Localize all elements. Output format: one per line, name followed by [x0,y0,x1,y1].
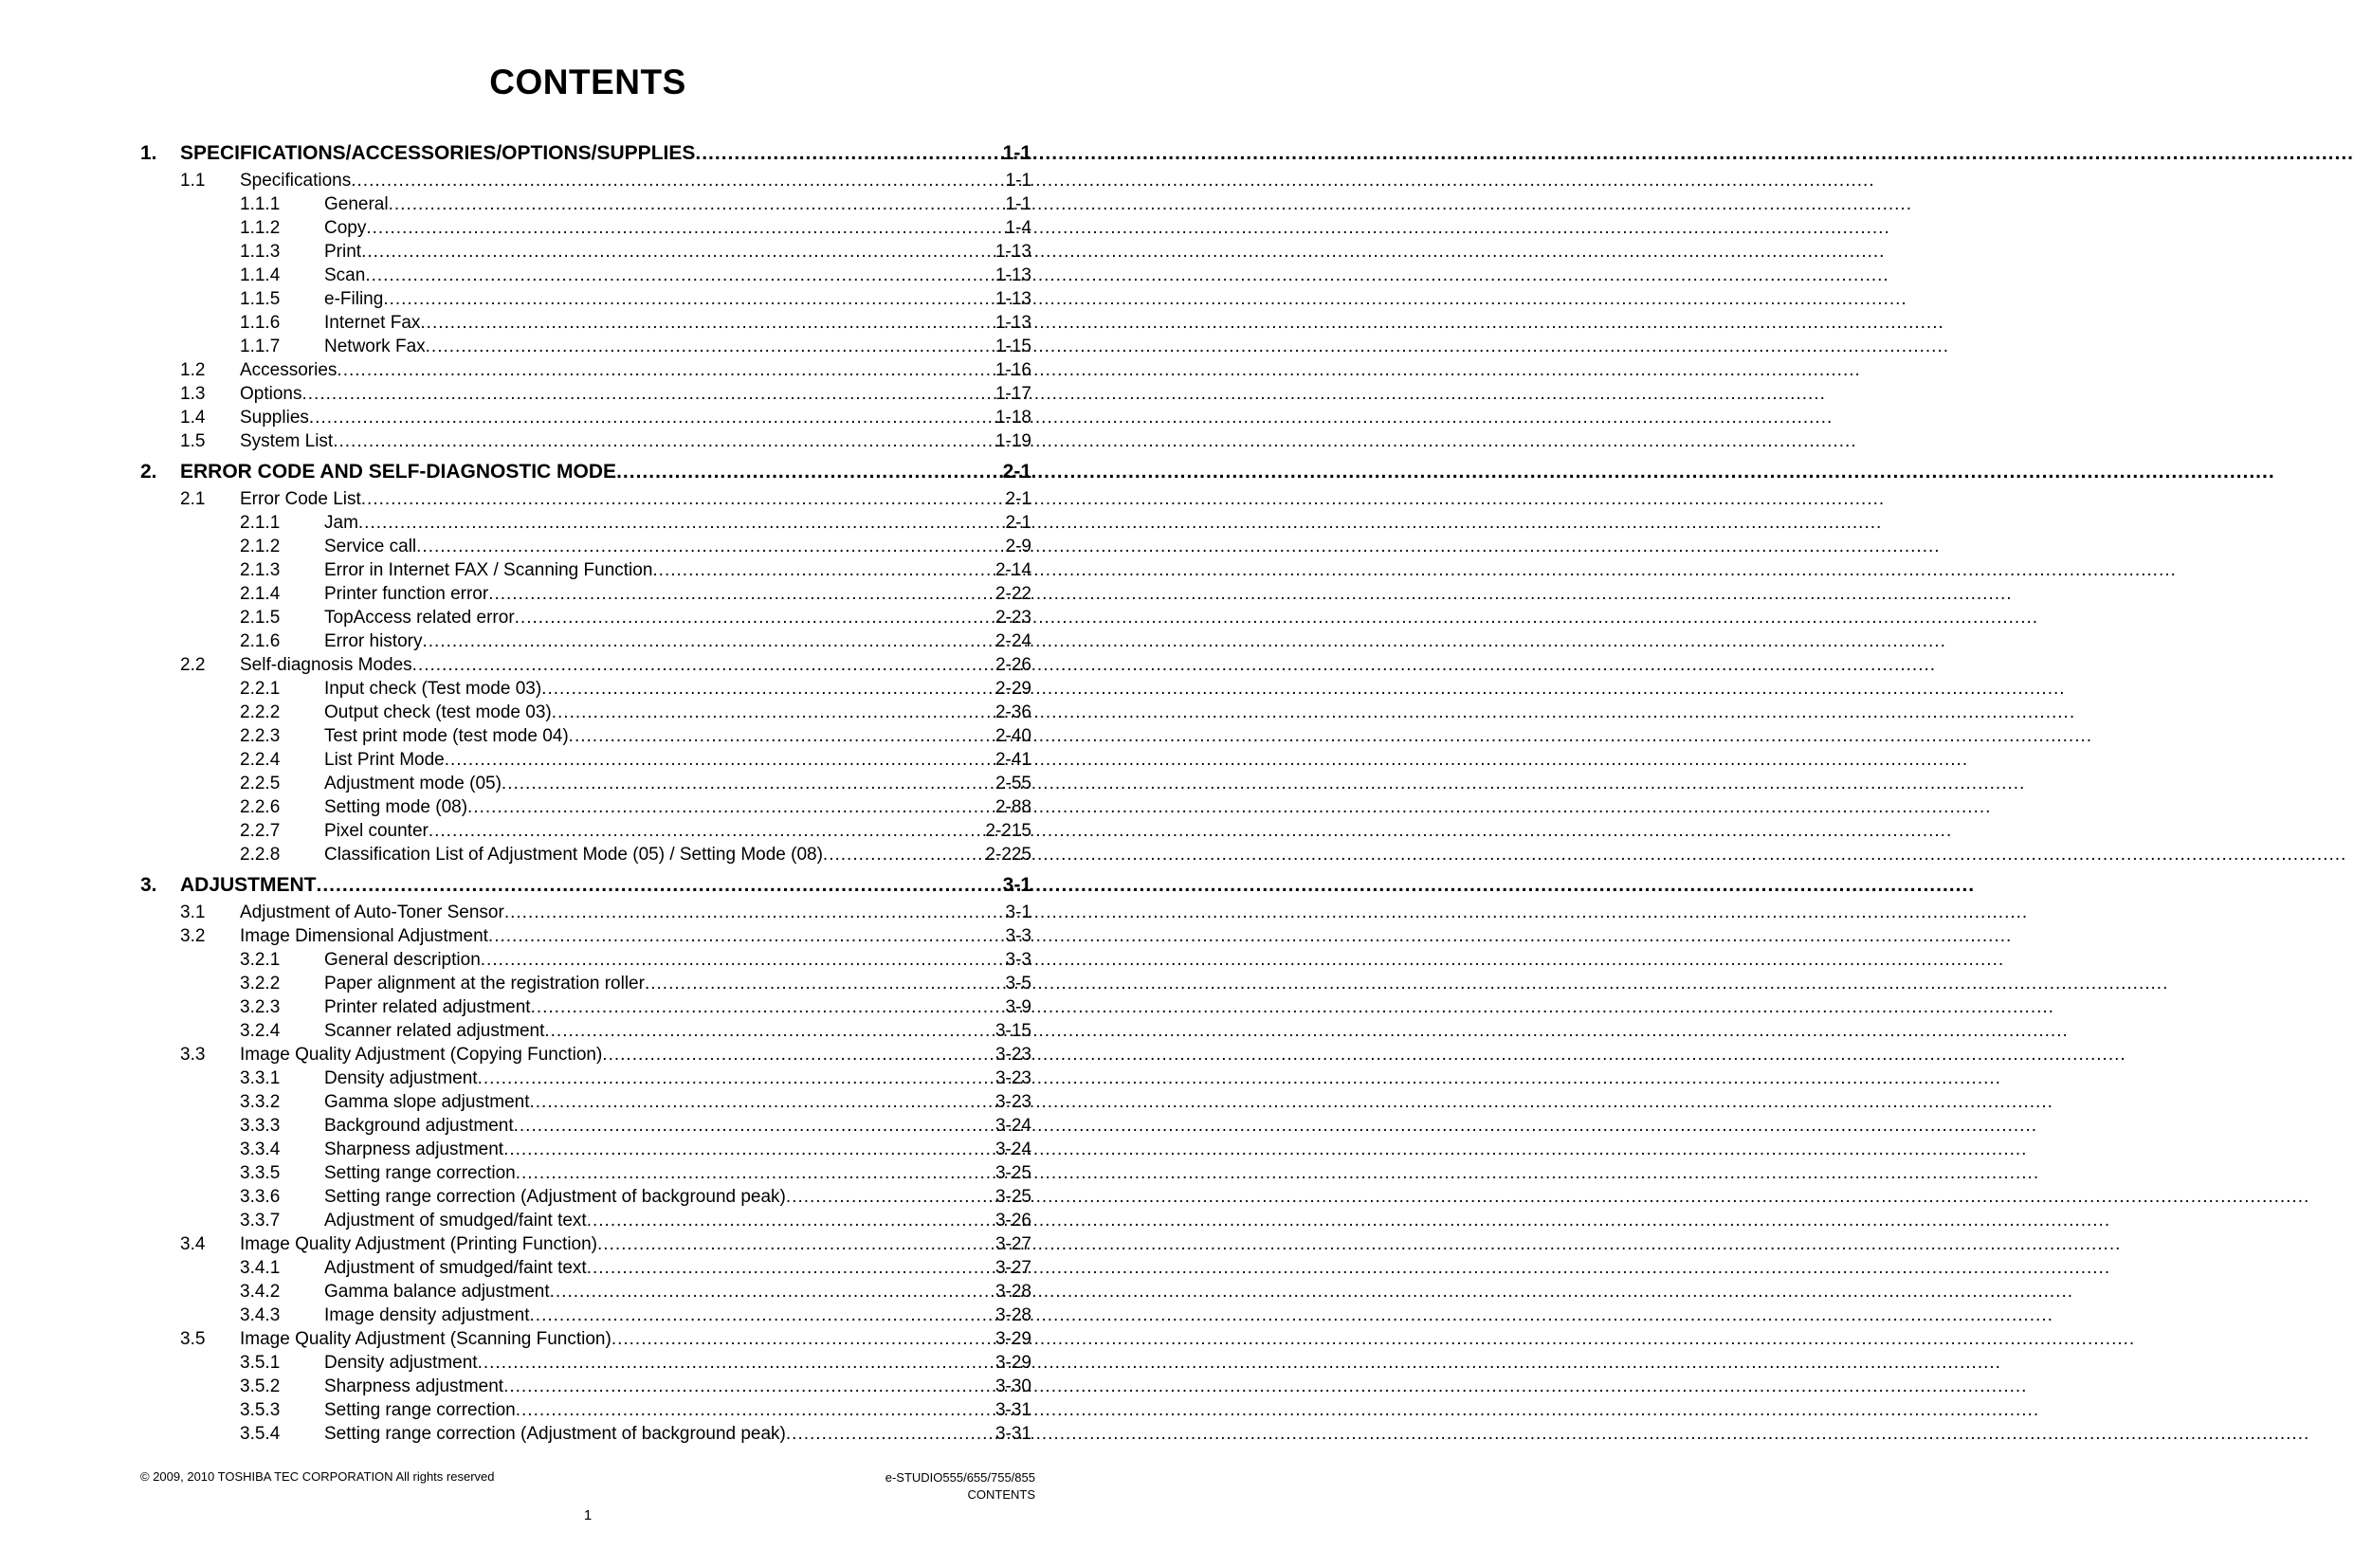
toc-entry-page: 3-3 [1005,950,1031,970]
toc-dot-leader [383,287,994,311]
toc-entry-title: Error Code List [240,489,361,509]
toc-entry-title: Options [240,384,302,404]
toc-entry-number: 3.3.2 [240,1092,281,1112]
toc-entry-3-3-1[interactable] [140,1067,1031,1090]
toc-entry-number: 1.1.4 [240,265,281,285]
toc-entry-page: 3-9 [1005,997,1031,1017]
toc-entry-3-4-1[interactable] [140,1256,1031,1280]
toc-entry-number: 2.2.8 [240,845,281,865]
toc-entry-2-1-4[interactable] [140,582,1031,606]
toc-entry-number: 3.5.4 [240,1424,281,1444]
toc-entry-title: ADJUSTMENT [180,874,317,896]
toc-dot-leader [420,311,994,335]
toc-dot-leader [309,406,994,429]
footer-copyright: © 2009, 2010 TOSHIBA TEC CORPORATION All rights reserved [140,1469,495,1484]
toc-dot-leader [569,724,994,748]
toc-entry-title: Output check (test mode 03) [324,702,552,722]
toc-entry-title: Print [324,242,362,262]
toc-entry-1-1-6[interactable] [140,311,1031,335]
toc-entry-title: Pixel counter [324,821,429,841]
page-title: CONTENTS [489,63,686,101]
toc-dot-leader [337,358,994,382]
toc-entry-title: Jam [324,513,358,533]
toc-entry-3-5-3[interactable] [140,1398,1031,1422]
toc-entry-page: 3-25 [995,1187,1031,1207]
toc-entry-number: 3.2.3 [240,997,281,1017]
toc-entry-number: 2.1.2 [240,537,281,556]
toc-entry-1-5[interactable] [140,429,1031,453]
toc-entry-2-2-1[interactable] [140,677,1031,701]
toc-dot-leader [695,137,1000,169]
toc-dot-leader [645,972,1004,995]
toc-entry-title: Setting mode (08) [324,797,468,817]
toc-entry-number: 1.1.5 [240,289,281,309]
toc-entry-1-1-4[interactable] [140,264,1031,287]
toc-entry-title: Setting range correction (Adjustment of background peak) [324,1424,786,1444]
toc-entry-page: 2-88 [995,797,1031,817]
toc-entry-2-2-8[interactable] [140,843,1031,866]
toc-entry-title: Density adjustment [324,1353,478,1373]
toc-entry-title: System List [240,431,334,451]
toc-entry-page: 1-13 [995,289,1031,309]
toc-entry-title: Self-diagnosis Modes [240,655,412,675]
toc-dot-leader [426,335,994,358]
toc-entry-title: Density adjustment [324,1068,478,1088]
toc-entry-2-2[interactable] [140,653,1031,677]
toc-entry-page: 2-24 [995,631,1031,651]
toc-entry-number: 2.2.1 [240,679,281,699]
toc-entry-page: 3-31 [995,1424,1031,1444]
toc-entry-number: 3.1 [180,903,206,922]
toc-entry-1-1-1[interactable] [140,192,1031,216]
toc-entry-title: SPECIFICATIONS/ACCESSORIES/OPTIONS/SUPPLIES [180,142,696,164]
toc-entry-number: 1.4 [180,408,206,428]
toc-entry-title: Setting range correction [324,1163,516,1183]
toc-entry-3-1[interactable] [140,901,1031,924]
toc-entry-title: Gamma balance adjustment [324,1282,550,1302]
toc-entry-page: 1-1 [1002,142,1031,164]
toc-entry-number: 2.2.7 [240,821,281,841]
toc-entry-page: 3-28 [995,1305,1031,1325]
toc-entry-1-1-5[interactable] [140,287,1031,311]
toc-dot-leader [488,582,994,606]
toc-entry-page: 3-23 [995,1068,1031,1088]
toc-dot-leader [616,456,1001,487]
toc-entry-number: 2.1.4 [240,584,281,604]
toc-entry-3-3-7[interactable] [140,1209,1031,1232]
toc-entry-page: 2-40 [995,726,1031,746]
toc-entry-number: 2.1.3 [240,560,281,580]
toc-dot-leader [478,1067,994,1090]
toc-entry-3-3-2[interactable] [140,1090,1031,1114]
toc-dot-leader [530,1304,994,1327]
toc-entry-page: 1-1 [1005,171,1031,191]
toc-entry-1-1-3[interactable] [140,240,1031,264]
toc-entry-3-2-2[interactable] [140,972,1031,995]
toc-entry-2-1-2[interactable] [140,535,1031,558]
footer-right [885,1469,1035,1504]
toc-entry-number: 3.2.2 [240,974,281,994]
toc-entry-title: Setting range correction [324,1400,516,1420]
toc-entry-number: 3.4.2 [240,1282,281,1302]
toc-entry-title: Classification List of Adjustment Mode (05) / Setting Mode (08) [324,845,823,865]
toc-entry-2-1-6[interactable] [140,629,1031,653]
toc-dot-leader [544,1019,994,1043]
toc-entry-page: 3-28 [995,1282,1031,1302]
toc-entry-page: 1-17 [995,384,1031,404]
toc-dot-leader [333,429,994,453]
toc-entry-title: Specifications [240,171,352,191]
toc-entry-2-1-1[interactable] [140,511,1031,535]
toc-entry-number: 2.1.5 [240,608,281,628]
toc-entry-2[interactable] [140,456,1031,487]
toc-entry-number: 2.1.6 [240,631,281,651]
toc-entry-2-1[interactable] [140,487,1031,511]
toc-entry-2-1-3[interactable] [140,558,1031,582]
toc-entry-page: 2-29 [995,679,1031,699]
toc-entry-title: Copy [324,218,367,238]
toc-entry-title: Scanner related adjustment [324,1021,545,1041]
toc-entry-number: 2. [140,461,157,483]
toc-entry-3-5-1[interactable] [140,1351,1031,1375]
toc-entry-2-2-2[interactable] [140,701,1031,724]
toc-dot-leader [516,1161,994,1185]
toc-entry-page: 3-26 [995,1211,1031,1231]
toc-entry-page: 3-25 [995,1163,1031,1183]
toc-entry-number: 1.1.3 [240,242,281,262]
toc-entry-number: 2.2.5 [240,774,281,793]
toc-entry-2-1-5[interactable] [140,606,1031,629]
toc-entry-3-3-3[interactable] [140,1114,1031,1138]
toc-entry-3-3-5[interactable] [140,1161,1031,1185]
toc-entry-title: Printer related adjustment [324,997,531,1017]
toc-entry-page: 3-15 [995,1021,1031,1041]
toc-entry-number: 1.2 [180,360,206,380]
toc-entry-number: 3.2 [180,926,206,946]
toc-entry-page: 3-23 [995,1092,1031,1112]
toc-entry-1-3[interactable] [140,382,1031,406]
toc-entry-title: Service call [324,537,417,556]
toc-entry-number: 3.3.3 [240,1116,281,1136]
toc-dot-leader [422,629,994,653]
toc-entry-number: 3.5 [180,1329,206,1349]
toc-dot-leader [530,1090,994,1114]
toc-entry-title: Supplies [240,408,309,428]
toc-entry-3-4[interactable] [140,1232,1031,1256]
toc-entry-title: Sharpness adjustment [324,1140,504,1159]
toc-entry-3-4-3[interactable] [140,1304,1031,1327]
toc-entry-page: 2-41 [995,750,1031,770]
toc-entry-number: 1.1.1 [240,194,281,214]
toc-dot-leader [361,487,1004,511]
toc-entry-3-5[interactable] [140,1327,1031,1351]
toc-entry-page: 2-9 [1005,537,1031,556]
toc-entry-number: 2.2.4 [240,750,281,770]
toc-entry-number: 3.5.1 [240,1353,281,1373]
toc-entry-page: 1-1 [1005,194,1031,214]
toc-dot-leader [351,169,1003,192]
toc-entry-title: Image density adjustment [324,1305,530,1325]
toc-entry-number: 2.1 [180,489,206,509]
toc-entry-page: 2-1 [1005,489,1031,509]
toc-entry-3-5-2[interactable] [140,1375,1031,1398]
toc-entry-number: 2.1.1 [240,513,281,533]
toc-entry-page: 1-13 [995,313,1031,333]
toc-entry-number: 1.1.2 [240,218,281,238]
toc-entry-page: 2-36 [995,702,1031,722]
toc-entry-title: Scan [324,265,366,285]
toc-entry-page: 1-13 [995,242,1031,262]
toc-entry-page: 3-29 [995,1353,1031,1373]
toc-dot-leader [611,1327,994,1351]
toc-dot-leader [516,1398,994,1422]
toc-entry-number: 3.3.6 [240,1187,281,1207]
toc-entry-title: Adjustment mode (05) [324,774,502,793]
toc-entry-page: 3-31 [995,1400,1031,1420]
toc-entry-number: 1.1 [180,171,206,191]
toc-entry-3-3-6[interactable] [140,1185,1031,1209]
toc-entry-page: 1-18 [995,408,1031,428]
toc-entry-number: 2.2.3 [240,726,281,746]
toc-dot-leader [652,558,994,582]
toc-entry-3-2[interactable] [140,924,1031,948]
toc-entry-3-2-4[interactable] [140,1019,1031,1043]
toc-dot-leader [467,795,994,819]
toc-entry-title: Adjustment of Auto-Toner Sensor [240,903,504,922]
toc-entry-page: 3-27 [995,1234,1031,1254]
toc-entry-page: 1-19 [995,431,1031,451]
toc-entry-number: 1.3 [180,384,206,404]
toc-dot-leader [502,772,994,795]
toc-entry-title: Image Quality Adjustment (Copying Function) [240,1045,603,1065]
toc-entry-page: 2-1 [1005,513,1031,533]
page-number: 1 [583,1507,593,1523]
toc-entry-title: Sharpness adjustment [324,1377,504,1396]
toc-entry-title: Test print mode (test mode 04) [324,726,569,746]
toc-entry-page: 2-225 [985,845,1031,865]
toc-entry-number: 3.2.1 [240,950,281,970]
toc-dot-leader [429,819,984,843]
toc-entry-page: 2-55 [995,774,1031,793]
toc-dot-leader [301,382,993,406]
toc-entry-title: General [324,194,389,214]
toc-entry-3-5-4[interactable] [140,1422,1031,1446]
toc-entry-title: Printer function error [324,584,489,604]
toc-entry-title: Image Quality Adjustment (Scanning Function) [240,1329,611,1349]
toc-dot-leader [602,1043,994,1067]
toc-entry-title: Internet Fax [324,313,421,333]
toc-entry-page: 3-30 [995,1377,1031,1396]
toc-entry-number: 3.3.4 [240,1140,281,1159]
toc-entry-page: 1-4 [1005,218,1031,238]
toc-dot-leader [358,511,1004,535]
toc-entry-page: 2-23 [995,608,1031,628]
toc-dot-leader [416,535,1003,558]
toc-entry-page: 3-24 [995,1116,1031,1136]
toc-entry-2-2-3[interactable] [140,724,1031,748]
toc-entry-page: 1-13 [995,265,1031,285]
toc-entry-number: 3.3 [180,1045,206,1065]
toc-dot-leader [412,653,994,677]
toc-entry-page: 2-14 [995,560,1031,580]
toc-entry-2-2-7[interactable] [140,819,1031,843]
toc-dot-leader [365,264,994,287]
toc-entry-title: Error in Internet FAX / Scanning Function [324,560,653,580]
toc-dot-leader [531,995,1004,1019]
toc-entry-number: 2.2.6 [240,797,281,817]
toc-dot-leader [552,701,994,724]
toc-dot-leader [504,901,1004,924]
toc-entry-page: 3-3 [1005,926,1031,946]
toc-entry-title: List Print Mode [324,750,445,770]
toc-entry-3[interactable] [140,869,1031,901]
table-of-contents [140,137,1031,1446]
toc-entry-page: 2-1 [1002,461,1031,483]
toc-entry-page: 3-24 [995,1140,1031,1159]
toc-entry-number: 3.5.2 [240,1377,281,1396]
toc-entry-title: Gamma slope adjustment [324,1092,530,1112]
toc-dot-leader [597,1232,994,1256]
toc-entry-page: 3-1 [1005,903,1031,922]
toc-entry-2-2-5[interactable] [140,772,1031,795]
toc-entry-title: Input check (Test mode 03) [324,679,542,699]
toc-entry-title: Setting range correction (Adjustment of background peak) [324,1187,786,1207]
toc-dot-leader [786,1185,994,1209]
toc-entry-number: 3.4.3 [240,1305,281,1325]
toc-dot-leader [786,1422,994,1446]
toc-entry-title: Network Fax [324,337,426,356]
toc-dot-leader [587,1209,994,1232]
toc-entry-page: 3-5 [1005,974,1031,994]
toc-entry-number: 3.4.1 [240,1258,281,1278]
toc-dot-leader [317,869,1001,901]
toc-entry-title: Paper alignment at the registration roller [324,974,645,994]
toc-dot-leader [481,948,1004,972]
toc-entry-title: Background adjustment [324,1116,514,1136]
toc-dot-leader [389,192,1004,216]
toc-entry-title: Error history [324,631,423,651]
toc-entry-page: 1-16 [995,360,1031,380]
toc-entry-number: 2.2 [180,655,206,675]
toc-entry-page: 3-27 [995,1258,1031,1278]
toc-dot-leader [478,1351,994,1375]
toc-entry-1-2[interactable] [140,358,1031,382]
toc-entry-title: Image Quality Adjustment (Printing Function) [240,1234,598,1254]
toc-entry-title: TopAccess related error [324,608,515,628]
toc-entry-number: 3.3.5 [240,1163,281,1183]
toc-entry-page: 2-22 [995,584,1031,604]
toc-entry-1-1[interactable] [140,169,1031,192]
toc-entry-3-3[interactable] [140,1043,1031,1067]
toc-entry-title: e-Filing [324,289,384,309]
toc-dot-leader [488,924,1004,948]
toc-entry-number: 2.2.2 [240,702,281,722]
toc-entry-1-4[interactable] [140,406,1031,429]
toc-dot-leader [366,216,1003,240]
toc-entry-3-3-4[interactable] [140,1138,1031,1161]
toc-entry-3-2-1[interactable] [140,948,1031,972]
toc-entry-number: 1. [140,142,157,164]
toc-entry-title: Accessories [240,360,338,380]
toc-entry-page: 1-15 [995,337,1031,356]
toc-entry-1[interactable] [140,137,1031,169]
toc-dot-leader [515,606,994,629]
toc-entry-title: General description [324,950,481,970]
toc-entry-number: 1.1.6 [240,313,281,333]
toc-dot-leader [514,1114,994,1138]
toc-dot-leader [503,1375,994,1398]
toc-dot-leader [361,240,994,264]
toc-entry-page: 2-26 [995,655,1031,675]
toc-entry-number: 3.5.3 [240,1400,281,1420]
toc-entry-number: 3.3.1 [240,1068,281,1088]
toc-dot-leader [541,677,994,701]
footer-model: e-STUDIO555/655/755/855 [885,1470,1035,1485]
toc-entry-1-1-7[interactable] [140,335,1031,358]
toc-entry-1-1-2[interactable] [140,216,1031,240]
toc-entry-number: 1.5 [180,431,206,451]
toc-entry-title: Adjustment of smudged/faint text [324,1211,587,1231]
toc-dot-leader [823,843,983,866]
toc-entry-number: 1.1.7 [240,337,281,356]
toc-dot-leader [445,748,994,772]
toc-entry-page: 2-215 [985,821,1031,841]
toc-entry-number: 3. [140,874,157,896]
toc-entry-page: 3-23 [995,1045,1031,1065]
toc-entry-title: ERROR CODE AND SELF-DIAGNOSTIC MODE [180,461,617,483]
toc-entry-2-2-4[interactable] [140,748,1031,772]
toc-entry-3-4-2[interactable] [140,1280,1031,1304]
toc-entry-number: 3.3.7 [240,1211,281,1231]
toc-entry-page: 3-29 [995,1329,1031,1349]
toc-entry-2-2-6[interactable] [140,795,1031,819]
toc-dot-leader [587,1256,994,1280]
toc-entry-page: 3-1 [1002,874,1031,896]
footer-section: CONTENTS [967,1487,1035,1502]
toc-entry-number: 3.2.4 [240,1021,281,1041]
toc-entry-3-2-3[interactable] [140,995,1031,1019]
toc-entry-number: 3.4 [180,1234,206,1254]
toc-entry-title: Image Dimensional Adjustment [240,926,488,946]
toc-dot-leader [503,1138,994,1161]
toc-entry-title: Adjustment of smudged/faint text [324,1258,587,1278]
toc-dot-leader [550,1280,994,1304]
